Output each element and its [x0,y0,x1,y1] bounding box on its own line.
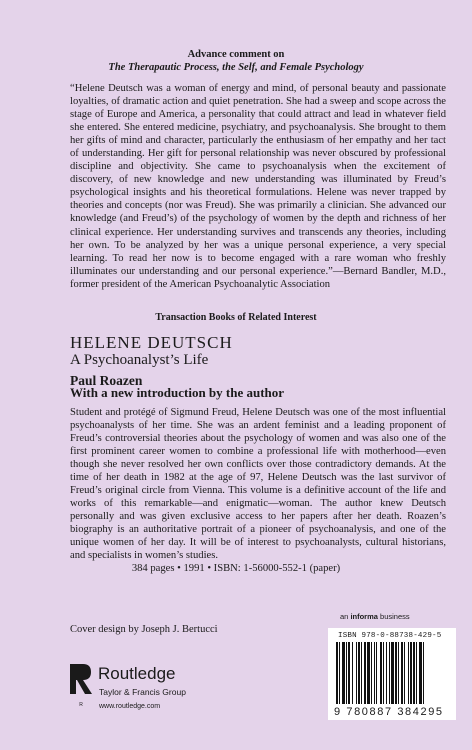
cover-design-credit: Cover design by Joseph J. Bertucci [70,624,218,635]
related-book-description: Student and protégé of Sigmund Freud, Helene Deutsch was one of the most influential psychoanalysts of her time. She was an ardent feminist and a leading proponent of Freud’s controversial theories about the psychology of women and was also one of the first prominent career women to combine a professional life with motherhood—even though she never resolved her own conflicts over those contradictory demands. At the time of her death in 1982 at the age of 97, Helene Deutsch was the last survivor of Freud’s original circle from Vienna. This volume is a definitive account of the life and works of this remarkable—and enigmatic—woman. The author knew Deutsch personally and was given exclusive access to her papers after her death. Roazen’s biography is an authoritative portrait of a pioneer of psychoanalysis, and one of the unique women of her day. It will be of interest to psychoanalysts, cultural historians, and specialists in women’s studies. [70,407,446,561]
barcode-digits: 9 780887 384295 [334,706,444,718]
publisher-name: Routledge [98,664,176,683]
related-book-intro-note: With a new introduction by the author [70,385,285,400]
svg-text:R: R [79,702,83,708]
related-book-author: Paul Roazen [70,373,143,388]
advance-comment-book-title: The Therapautic Process, the Self, and Female Psychology [108,62,364,73]
related-interest-heading: Transaction Books of Related Interest [155,312,317,323]
related-book-details: 384 pages • 1991 • ISBN: 1-56000-552-1 (paper) [131,563,341,574]
endorsement-quote: “Helene Deutsch was a woman of energy and mind, of personal beauty and passionate loyalties, of dramatic action and quiet penetration. She had a sweep and scope across the stage of Europe and America, a personality that could attract and lead in whatever field she entered. She entered medicine, psychiatry, and psychoanalysis. She brought to them her gifts of mind and character, particularly the enthusiasm of her empathy and her tact of understanding. Her gift for personal relationship was never obscured by professional discipline and objectivity. She came to psychoanalysis when the excitement of discovery, of new knowledge and new understanding was illuminated by Freud’s psychological insights and his theoretical formulations. Helene was never trapped by theories and concepts (nor was Freud). She was primarily a clinician. She advanced our knowledge (and Freud’s) of the psychology of women by the depth and richness of her clinical experience. Her understanding survives and transcends any theories, including her own. To be analyzed by her was a unique personal experience, a very special learning. To read her now is to become engaged with a rare woman who freshly illuminates our understanding and our personal experience.”—Bernard Bandler, M.D., former president of the American Psychoanalytic Association [70,83,446,290]
publisher-url: www.routledge.com [99,703,161,710]
routledge-logo-icon [68,662,94,713]
barcode-icon [334,642,452,704]
publisher-group: Taylor & Francis Group [99,687,186,697]
advance-comment-heading: Advance comment on [187,49,285,60]
related-book-title: HELENE DEUTSCH [70,333,233,352]
informa-business-note: an informa business [340,612,410,621]
related-book-subtitle: A Psychoanalyst’s Life [70,352,209,368]
isbn-label: ISBN 978-0-88738-429-5 [338,632,442,640]
